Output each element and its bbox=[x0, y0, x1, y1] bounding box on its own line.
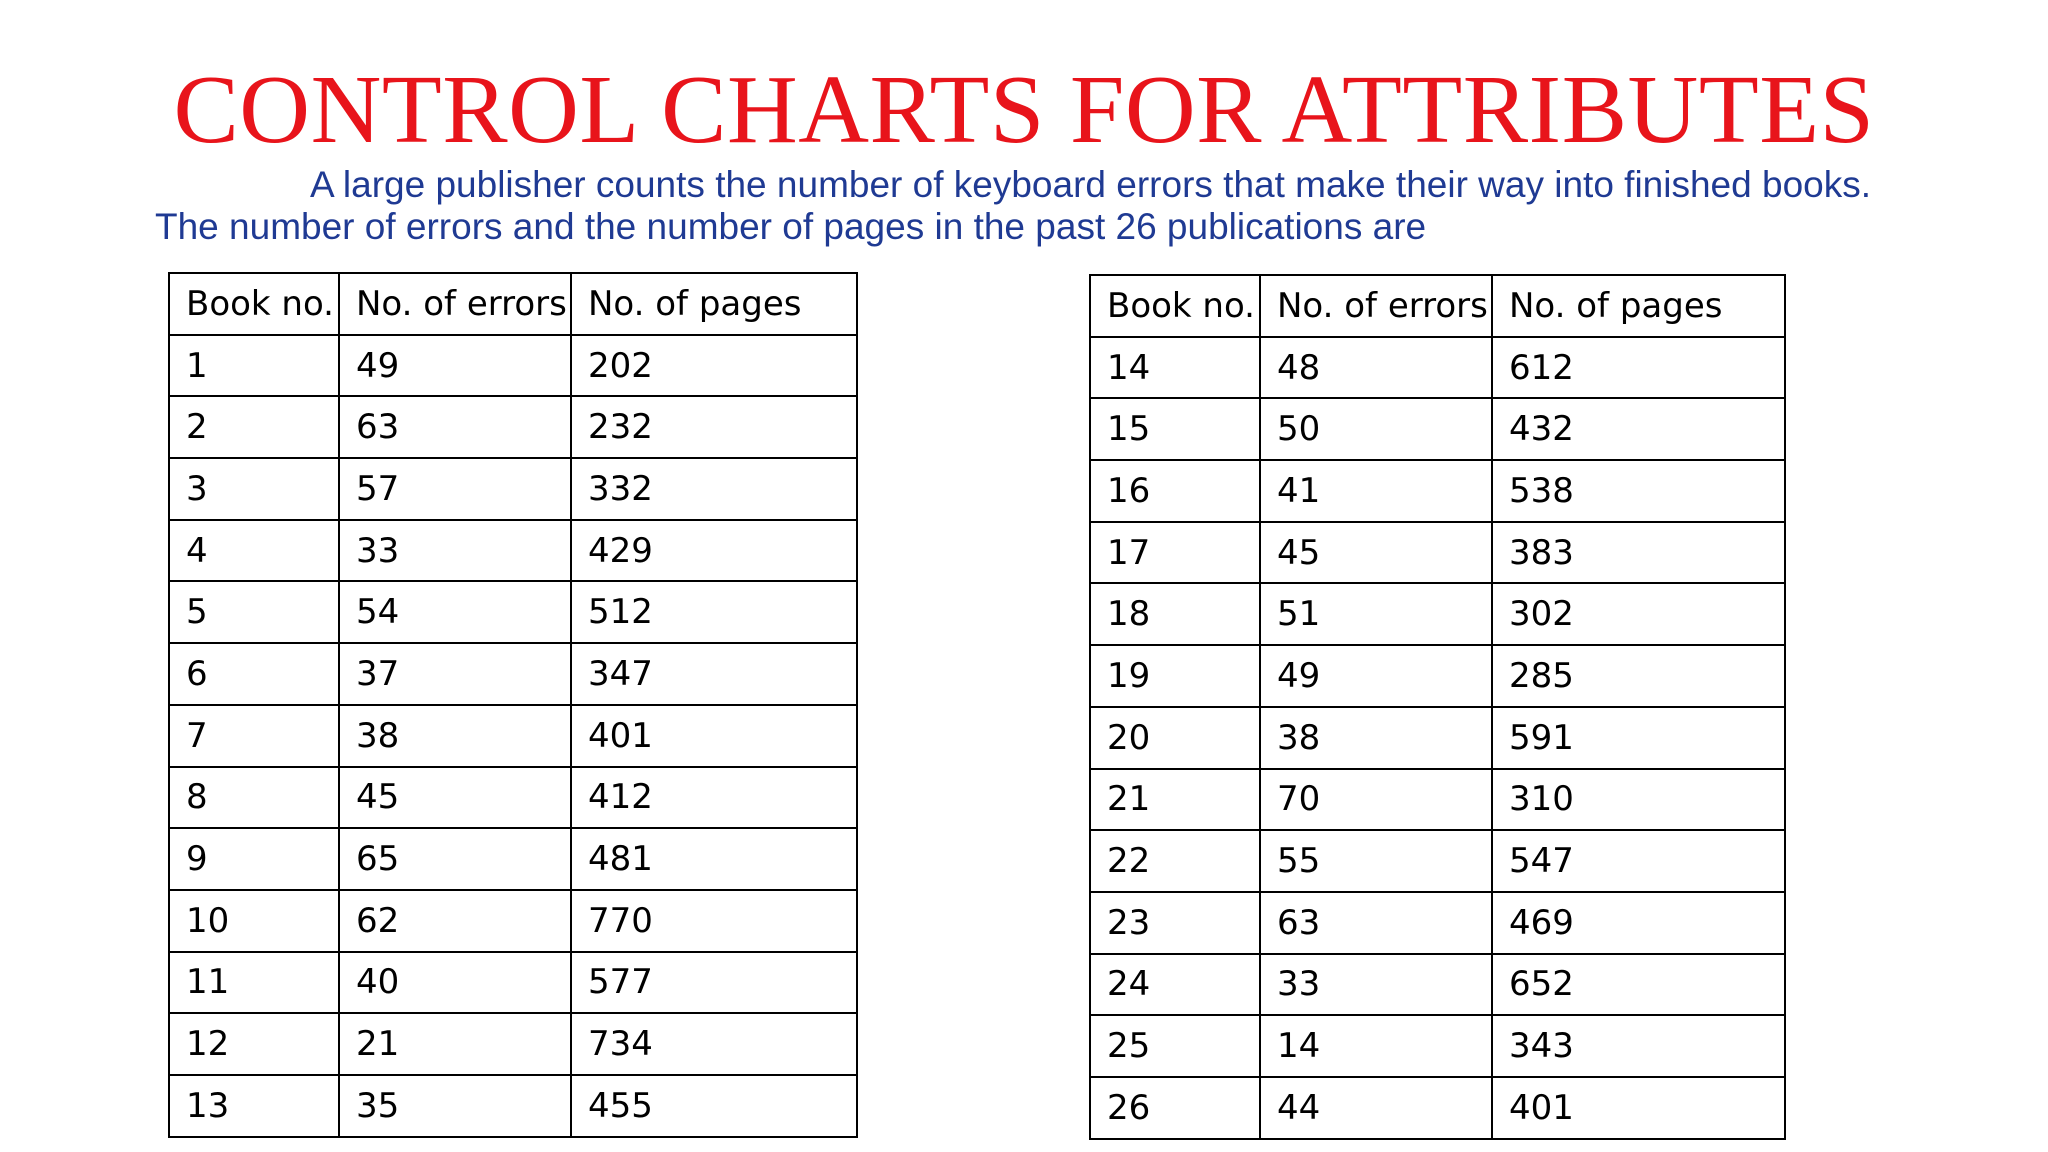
cell-pages: 577 bbox=[571, 952, 857, 1014]
cell-errors: 57 bbox=[339, 458, 571, 520]
cell-book-no: 17 bbox=[1090, 522, 1260, 584]
cell-errors: 41 bbox=[1260, 460, 1492, 522]
cell-pages: 734 bbox=[571, 1013, 857, 1075]
table-row bbox=[1090, 1077, 1785, 1139]
header-book-no: Book no. bbox=[1090, 275, 1260, 337]
cell-book-no: 25 bbox=[1090, 1015, 1260, 1077]
table-row bbox=[169, 767, 857, 829]
header-errors: No. of errors bbox=[1260, 275, 1492, 337]
cell-errors: 21 bbox=[339, 1013, 571, 1075]
cell-pages: 538 bbox=[1492, 460, 1785, 522]
cell-book-no: 3 bbox=[169, 458, 339, 520]
cell-pages: 547 bbox=[1492, 830, 1785, 892]
cell-errors: 51 bbox=[1260, 583, 1492, 645]
cell-errors: 50 bbox=[1260, 398, 1492, 460]
cell-book-no: 12 bbox=[169, 1013, 339, 1075]
cell-errors: 35 bbox=[339, 1075, 571, 1137]
table-row bbox=[169, 1075, 857, 1137]
table-row bbox=[1090, 892, 1785, 954]
table-row bbox=[169, 952, 857, 1014]
table-row bbox=[1090, 398, 1785, 460]
cell-book-no: 21 bbox=[1090, 769, 1260, 831]
table-row bbox=[1090, 707, 1785, 769]
header-errors: No. of errors bbox=[339, 273, 571, 335]
slide-title: CONTROL CHARTS FOR ATTRIBUTES bbox=[173, 56, 1875, 164]
cell-book-no: 26 bbox=[1090, 1077, 1260, 1139]
cell-pages: 432 bbox=[1492, 398, 1785, 460]
cell-book-no: 22 bbox=[1090, 830, 1260, 892]
header-pages: No. of pages bbox=[571, 273, 857, 335]
cell-pages: 310 bbox=[1492, 769, 1785, 831]
cell-book-no: 16 bbox=[1090, 460, 1260, 522]
cell-errors: 33 bbox=[1260, 954, 1492, 1016]
cell-errors: 55 bbox=[1260, 830, 1492, 892]
cell-pages: 202 bbox=[571, 335, 857, 397]
cell-errors: 14 bbox=[1260, 1015, 1492, 1077]
cell-pages: 455 bbox=[571, 1075, 857, 1137]
table-row bbox=[169, 890, 857, 952]
cell-errors: 70 bbox=[1260, 769, 1492, 831]
cell-pages: 401 bbox=[571, 705, 857, 767]
table-header-row bbox=[169, 273, 857, 335]
cell-errors: 63 bbox=[339, 396, 571, 458]
cell-errors: 45 bbox=[1260, 522, 1492, 584]
table-row bbox=[169, 458, 857, 520]
cell-book-no: 18 bbox=[1090, 583, 1260, 645]
cell-errors: 40 bbox=[339, 952, 571, 1014]
table-row bbox=[1090, 769, 1785, 831]
cell-errors: 33 bbox=[339, 520, 571, 582]
cell-book-no: 23 bbox=[1090, 892, 1260, 954]
cell-pages: 347 bbox=[571, 643, 857, 705]
table-row bbox=[1090, 830, 1785, 892]
cell-book-no: 7 bbox=[169, 705, 339, 767]
cell-errors: 48 bbox=[1260, 337, 1492, 399]
table-row bbox=[169, 643, 857, 705]
cell-pages: 332 bbox=[571, 458, 857, 520]
header-pages: No. of pages bbox=[1492, 275, 1785, 337]
table-row bbox=[1090, 1015, 1785, 1077]
cell-pages: 232 bbox=[571, 396, 857, 458]
cell-book-no: 11 bbox=[169, 952, 339, 1014]
table-row bbox=[1090, 954, 1785, 1016]
cell-book-no: 4 bbox=[169, 520, 339, 582]
cell-book-no: 8 bbox=[169, 767, 339, 829]
table-row bbox=[1090, 337, 1785, 399]
cell-book-no: 24 bbox=[1090, 954, 1260, 1016]
table-row bbox=[169, 520, 857, 582]
cell-errors: 38 bbox=[339, 705, 571, 767]
cell-errors: 62 bbox=[339, 890, 571, 952]
cell-pages: 285 bbox=[1492, 645, 1785, 707]
table-row bbox=[1090, 522, 1785, 584]
cell-pages: 652 bbox=[1492, 954, 1785, 1016]
table-row bbox=[169, 1013, 857, 1075]
cell-errors: 54 bbox=[339, 581, 571, 643]
table-row bbox=[1090, 645, 1785, 707]
cell-errors: 45 bbox=[339, 767, 571, 829]
cell-errors: 37 bbox=[339, 643, 571, 705]
cell-errors: 63 bbox=[1260, 892, 1492, 954]
table-row bbox=[169, 581, 857, 643]
cell-pages: 591 bbox=[1492, 707, 1785, 769]
cell-pages: 401 bbox=[1492, 1077, 1785, 1139]
table-row bbox=[1090, 583, 1785, 645]
cell-pages: 612 bbox=[1492, 337, 1785, 399]
cell-book-no: 14 bbox=[1090, 337, 1260, 399]
table-row bbox=[169, 335, 857, 397]
cell-book-no: 13 bbox=[169, 1075, 339, 1137]
cell-pages: 481 bbox=[571, 828, 857, 890]
cell-pages: 469 bbox=[1492, 892, 1785, 954]
table-row bbox=[169, 828, 857, 890]
cell-pages: 343 bbox=[1492, 1015, 1785, 1077]
header-book-no: Book no. bbox=[169, 273, 339, 335]
cell-pages: 302 bbox=[1492, 583, 1785, 645]
cell-book-no: 6 bbox=[169, 643, 339, 705]
book-table-right bbox=[1089, 274, 1786, 1140]
cell-pages: 383 bbox=[1492, 522, 1785, 584]
intro-paragraph: A large publisher counts the number of keyboard errors that make their way into finished books. The number of errors and the number of pages in the past 26 publications are bbox=[155, 164, 1872, 247]
table-row bbox=[1090, 460, 1785, 522]
cell-pages: 770 bbox=[571, 890, 857, 952]
table-row bbox=[169, 705, 857, 767]
cell-errors: 49 bbox=[1260, 645, 1492, 707]
book-table-left bbox=[168, 272, 858, 1138]
cell-book-no: 15 bbox=[1090, 398, 1260, 460]
cell-errors: 49 bbox=[339, 335, 571, 397]
cell-book-no: 19 bbox=[1090, 645, 1260, 707]
table-row bbox=[169, 396, 857, 458]
cell-pages: 512 bbox=[571, 581, 857, 643]
cell-pages: 429 bbox=[571, 520, 857, 582]
cell-errors: 65 bbox=[339, 828, 571, 890]
cell-book-no: 1 bbox=[169, 335, 339, 397]
cell-book-no: 20 bbox=[1090, 707, 1260, 769]
cell-book-no: 2 bbox=[169, 396, 339, 458]
cell-errors: 38 bbox=[1260, 707, 1492, 769]
table-header-row bbox=[1090, 275, 1785, 337]
cell-book-no: 5 bbox=[169, 581, 339, 643]
cell-errors: 44 bbox=[1260, 1077, 1492, 1139]
cell-pages: 412 bbox=[571, 767, 857, 829]
cell-book-no: 9 bbox=[169, 828, 339, 890]
cell-book-no: 10 bbox=[169, 890, 339, 952]
